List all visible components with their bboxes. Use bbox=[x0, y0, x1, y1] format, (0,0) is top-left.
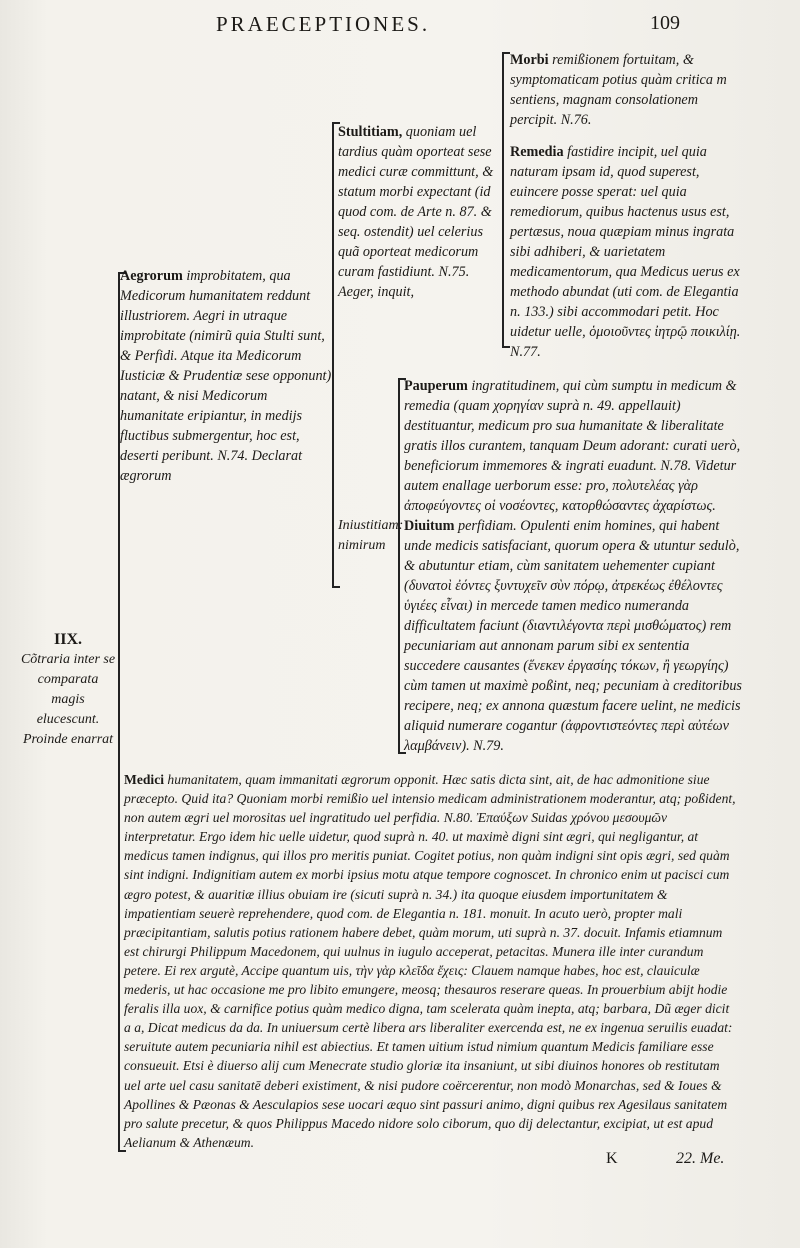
block-stultitiam bbox=[338, 122, 498, 302]
block-text: perfidiam. Opulenti enim homines, qui habent unde medicis satisfaciant, quorum opera & utuntur sedulò, & abutuntur etiam, cùm sanitatem uehementer cupiant (δυνατοὶ ἐόντες ξυντυχεῖν σὺν πόρῳ, ἀτρεκέως ἐθέλοντες ὑγιέες εἶναι) in mercede tamen medico numeranda difficultatem faciunt (διαντιλέγοντα περὶ μισθώματος) rem pecuniariam aut annonam parum sibi ex sententia succedere causantes (ἕνεκεν ἐργασίης τόκων, ἢ γεωργίης) cùm tamen ut maximè poßint, neq; pecuniam à creditoribus recipere, neq; ex annona quæstum facere uelint, ne medicis aliquid numerare cogantur (ἀφροντιστεόντες περὶ αὐτέων λαμβάνειν). N.79. bbox=[404, 518, 742, 754]
block-medici bbox=[124, 770, 738, 1152]
block-text: ingratitudinem, qui cùm sumptu in medicum & remedia (quam χορηγίαν suprà n. 49. appellauit) destituantur, medicum pro sua humanitate & liberalitate gratis illos curantem, tanquam Deum adorant: curati uerò, beneficiorum immemores & ingrati euadunt. N.78. Videtur autem enallage uerborum esse: pro, πολυτελέας γὰρ ἀποφεύγοντες οἱ νοσέοντες, κατορθώσαντες ἀχαρίστως. bbox=[404, 378, 741, 514]
lead-word: Morbi bbox=[510, 52, 549, 68]
running-head: PRAECEPTIONES. bbox=[216, 12, 431, 36]
page-number: 109 bbox=[650, 12, 680, 34]
sub-bracket-iniustitiam bbox=[398, 378, 400, 754]
lead-word: Diuitum bbox=[404, 518, 455, 534]
sub-bracket-middle bbox=[332, 122, 334, 588]
block-remedia bbox=[510, 142, 746, 362]
block-aegrorum bbox=[120, 266, 332, 486]
block-text: fastidire incipit, uel quia naturam ipsam id, quod superest, euincere posse sperat: uel quia remediorum, quibus hactenus usus est, pertæsus, noua quæpiam minus ingrata sibi adhiberi, & uarietatem medicamentorum, qua Medicus uerus ex methodo abundat (uti com. de Elegantia n. 133.) sibi accommodari petit. Hoc uidetur uelle, ὁμοιοῦντες ἰητρῷ ποικιλίῃ. N.77. bbox=[510, 144, 741, 360]
lead-word: Remedia bbox=[510, 144, 564, 160]
block-morbi bbox=[510, 50, 746, 130]
catchword: 22. Me. bbox=[676, 1150, 725, 1167]
block-text: humanitatem, quam immanitati ægrorum opponit. Hæc satis dicta sint, ait, de hac admonitione siue præcepto. Quid ita? Quoniam morbi remißio uel intensio medicam administrationem moderantur, atq; poßident, non autem ægri uel morositas uel ingratitudo uel perfidia. N.80. Ἐπαύξων Suidas χρόνου μεσουμῶν interpretatur. Ergo idem hic uelle uidetur, quod suprà n. 40. ut maximè digni sint ægri, qui negligantur, at medicus tamen indignus, qui illos pro meritis puniat. Cogitet potius, non quàm indigni sint opis ægri, sed quàm sint indigni. Indignitiam autem ex morbi ipsius motu atque tempore cognoscet. In chronico enim ut pacisci cum ægro potest, & auaritiæ illius obuiam ire (sicuti suprà n. 34.) ita quoque eiusdem importunitatem & impatientiam seuerè reprehendere, quod com. de Elegantia n. 181. monuit. In acuto uerò, propter mali præcipitantiam, salutis potius rationem habere debet, quàm morum, uti suprà n. 37. docuit. Infamis etiamnum est chirurgi Philippum Macedonem, qui uulnus in iugulo acceperat, petacitas. Munera ille inter curandum petere. Ei rex argutè, Accipe quantum uis, τὴν γὰρ κλεῖδα ἔχεις: Clauem namque habes, hoc est, clauiculæ mederis, ut hac occasione me pro libito emungere, meosq; thesauros reserare queas. In prouerbium abijt hodie feralis illa uox, & carnifice potius quàm medico digna, tam scelerata quàm inepta, atq; barbara, Dũ æger dicit a a, Dicat medicus da da. In uniuersum certè libera ars liberaliter exercenda est, ne ex ingenua seruilis euadat: seruitute autem pecuniaria nihil est abiectius. Et tamen uitium istud nimium quantum Medicis familiare esse consueuit. Etsi è diuerso alij cum Menecrate studio gloriæ ita insaniunt, ut sibi diuinos honores ob restitutam uel arte uel casu sanitatē deberi existiment, & nisi pudore coërcerentur, non modò Monarchas, sed & Ioues & Apollines & Pæonas & Aesculapios sese uocari æquo sint passuri animo, digni quibus rex Agesilaus sanitatem pro salute precetur, & quos Philippus Macedo nidore solo ciborum, quo dij delectantur, excipiat, ut est apud Aelianum & Athenæum. bbox=[124, 772, 736, 1150]
margin-note bbox=[20, 630, 116, 750]
sub-bracket-stultitiam bbox=[502, 52, 504, 348]
margin-note-label: IIX. bbox=[53, 631, 82, 648]
lead-word: Pauperum bbox=[404, 378, 468, 394]
lead-word: Stultitiam, bbox=[338, 124, 403, 140]
block-text: Iniustitiam: nimirum bbox=[338, 518, 404, 553]
block-text: remißionem fortuitam, & symptomaticam potius quàm critica m sentiens, magnam consolationem percipit. N.76. bbox=[510, 52, 727, 128]
block-text: quoniam uel tardius quàm oporteat sese medici curæ committunt, & statum morbi expectant (id quod com. de Arte n. 87. & seq. ostendit) uel celerius quã oporteat medicorum curam fastidiunt. N.75. Aeger, inquit, bbox=[338, 124, 494, 300]
margin-note-text: Cõtraria inter se comparata magis elucescunt. Proinde enarrat bbox=[20, 652, 116, 747]
block-diuitum bbox=[404, 516, 742, 756]
lead-word: Aegrorum bbox=[120, 268, 183, 284]
block-pauperum bbox=[404, 376, 742, 516]
lead-word: Medici bbox=[124, 772, 165, 787]
block-iniustitiam bbox=[338, 516, 404, 556]
block-text: improbitatem, qua Medicorum humanitatem reddunt illustriorem. Aegri in utraque improbitate (nimirũ quia Stulti sunt, & Perfidi. Atque ita Medicorum Iusticiæ & Prudentiæ sese opponunt) natant, & nisi Medicorum humanitate eripiantur, in medijs fluctibus submergentur, hoc est, deserti peribunt. N.74. Declarat ægrorum bbox=[120, 268, 332, 484]
signature-mark: K bbox=[606, 1150, 618, 1167]
